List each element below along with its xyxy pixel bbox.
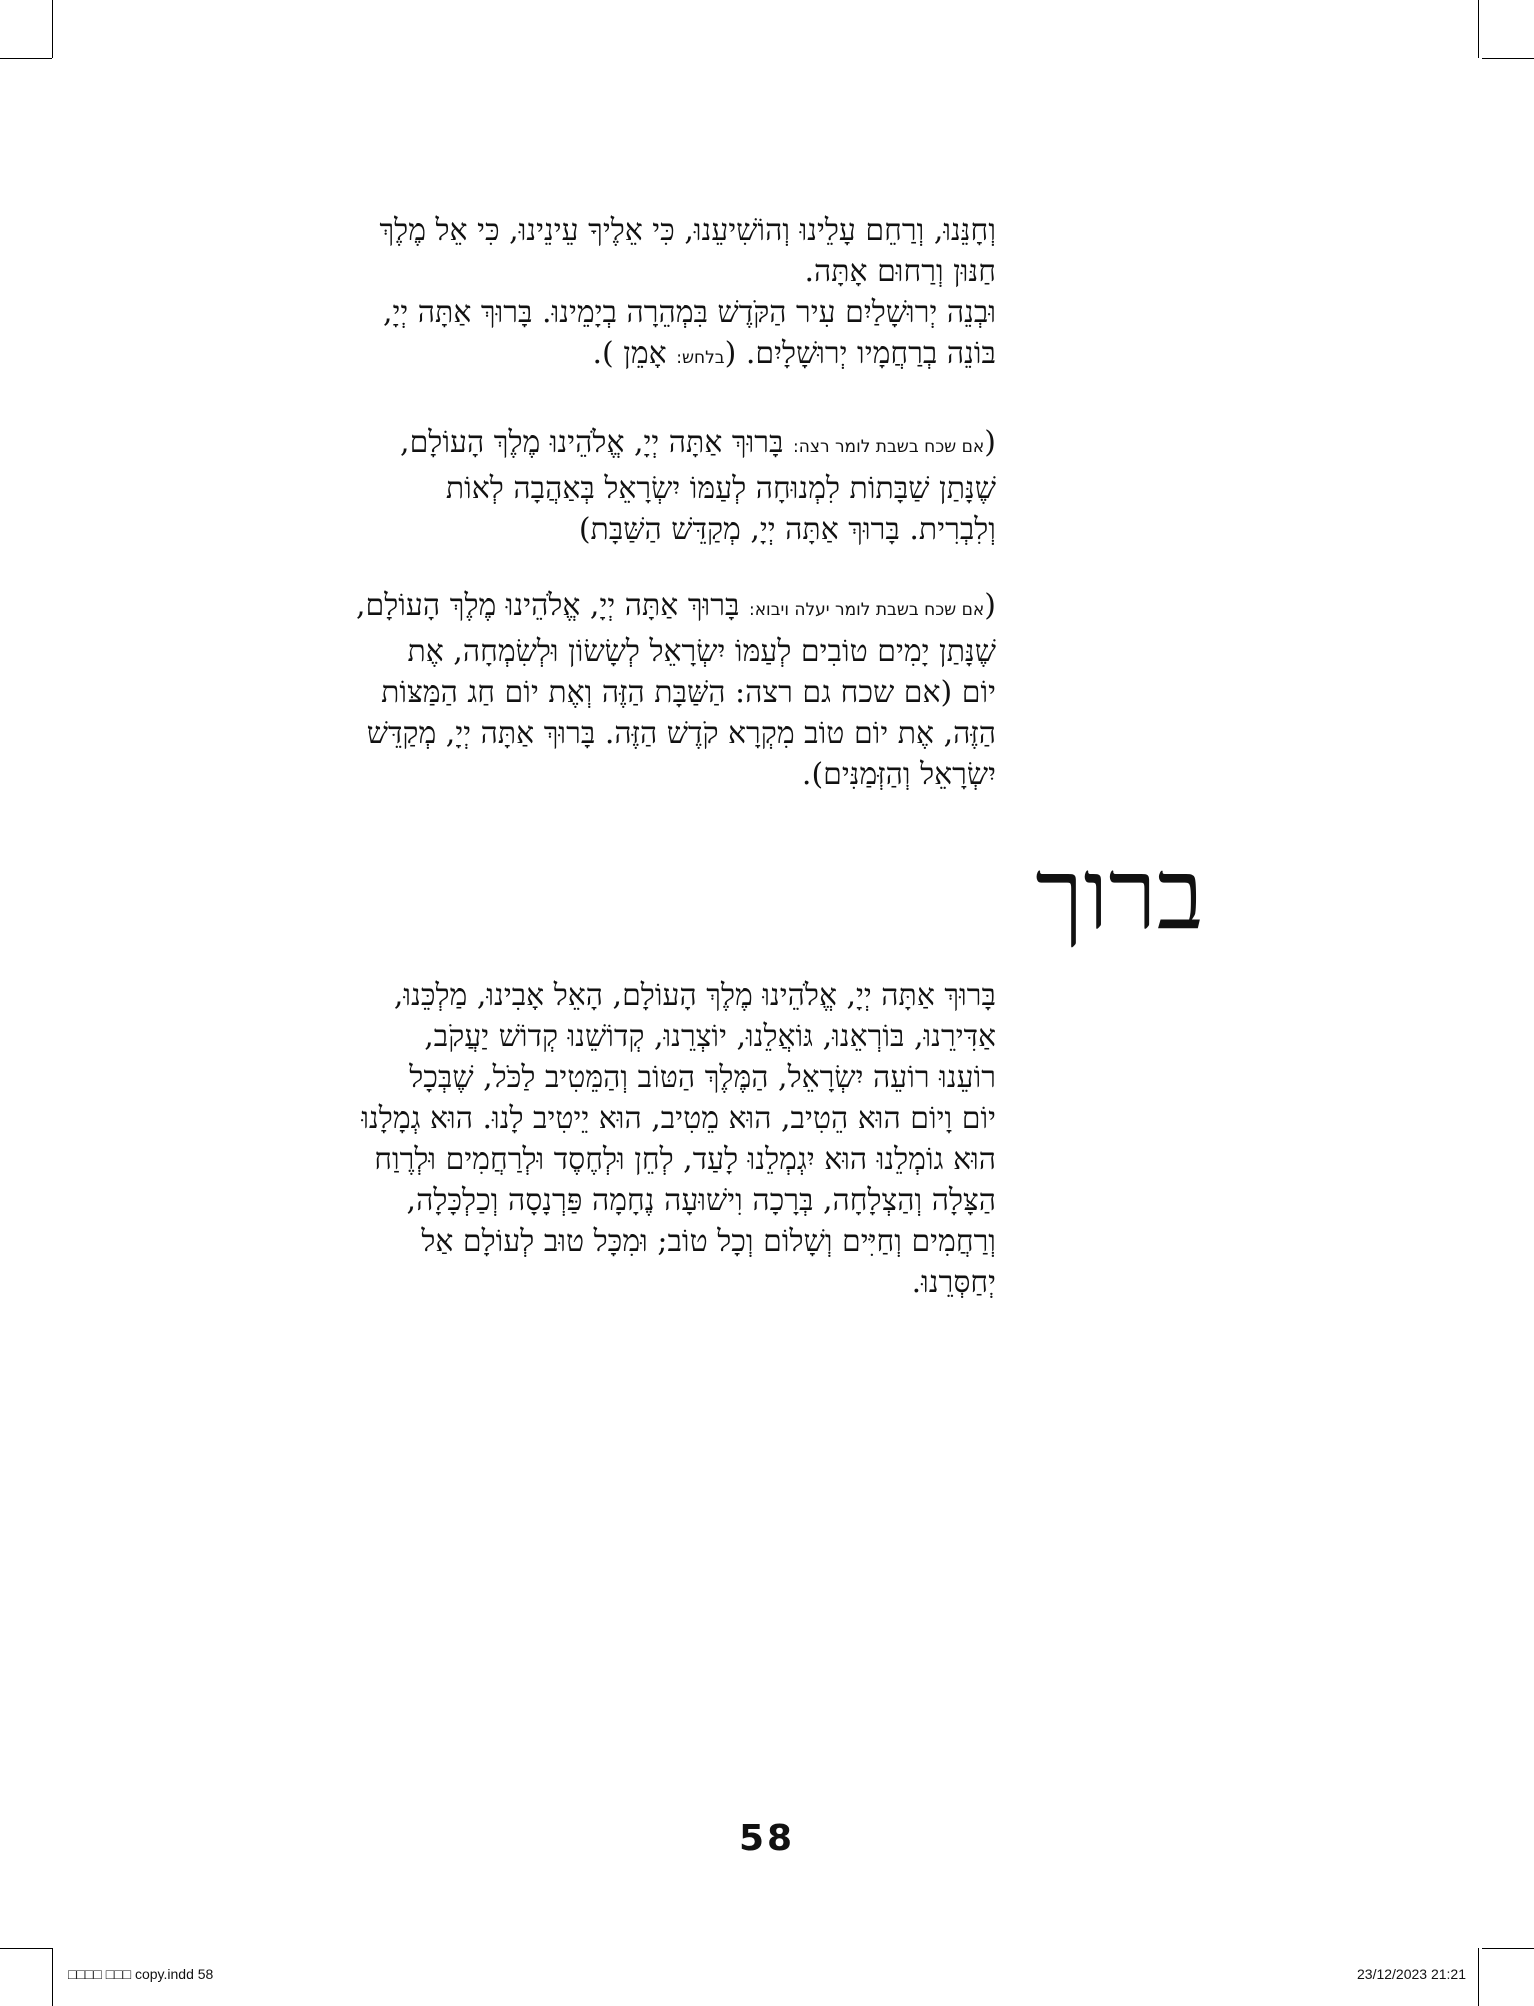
text-line: יִשְׂרָאֵל וְהַזְּמַנִּים). bbox=[801, 757, 996, 792]
crop-mark-top-right-horizontal bbox=[1482, 58, 1534, 59]
text-line: הַזֶּה, אֶת יוֹם טוֹב מִקְרָא קֹדֶשׁ הַזֶּה. בָּרוּךְ אַתָּה יְיָ, מְקַדֵּשׁ bbox=[366, 716, 996, 751]
crop-mark-top-right bbox=[1478, 0, 1479, 58]
crop-mark-top-left bbox=[52, 0, 53, 58]
text-line: יוֹם (אם שכח גם רצה: הַשַּׁבָּת הַזֶּה וְאֶת יוֹם חַג הַמַּצּוֹת bbox=[381, 675, 996, 710]
text-fragment: אָמֵן ). bbox=[592, 336, 677, 371]
text-fragment: בָּרוּךְ אַתָּה יְיָ, אֱלֹהֵינוּ מֶלֶךְ הָעוֹלָם, bbox=[400, 425, 794, 460]
text-line: רוֹעֵנוּ רוֹעֵה יִשְׂרָאֵל, הַמֶּלֶךְ הַטּוֹב וְהַמֵּטִיב לַכֹּל, שֶׁבְּכָל bbox=[409, 1060, 996, 1095]
text-line: וְרַחֲמִים וְחַיִּים וְשָׁלוֹם וְכָל טוֹב; וּמִכָּל טוּב לְעוֹלָם אַל bbox=[421, 1224, 996, 1259]
footer-timestamp: 23/12/2023 21:21 bbox=[1357, 1966, 1466, 1982]
text-line: וְחָנֵּנוּ, וְרַחֵם עָלֵינוּ וְהוֹשִׁיעֵנוּ, כִּי אֵלֶיךָ עֵינֵינוּ, כִּי אֵל מֶלֶךְ bbox=[379, 213, 996, 248]
instruction-note: אם שכח בשבת לומר רצה: bbox=[793, 437, 985, 457]
crop-mark-top-left-horizontal bbox=[0, 58, 52, 59]
page-number: 58 bbox=[738, 1818, 796, 1859]
text-line: הַצָּלָה וְהַצְלָחָה, בְּרָכָה וִישׁוּעָה נֶחָמָה פַּרְנָסָה וְכַלְכָּלָה, bbox=[406, 1183, 996, 1218]
text-line: הוּא גוֹמְלֵנוּ הוּא יִגְמְלֵנוּ לָעַד, לְחֵן וּלְחֶסֶד וּלְרַחֲמִים וּלְרֶוַח bbox=[374, 1142, 996, 1177]
prayer-section-yaaleh-veyavo-insert bbox=[216, 585, 996, 795]
section-heading: ברוך bbox=[1035, 838, 1204, 952]
text-line: וּבְנֵה יְרוּשָׁלַיִם עִיר הַקֹּדֶשׁ בִּמְהֵרָה בְיָמֵינוּ. בָּרוּךְ אַתָּה יְיָ, bbox=[383, 295, 996, 330]
prayer-section-retzei-insert bbox=[216, 422, 996, 550]
text-line: וְלִבְרִית. בָּרוּךְ אַתָּה יְיָ, מְקַדֵּשׁ הַשַּׁבָּת) bbox=[578, 512, 996, 547]
text-fragment: בּוֹנֵה בְרַחֲמָיו יְרוּשָׁלָיִם. ( bbox=[724, 336, 996, 371]
text-line bbox=[216, 333, 996, 379]
text-line: חַנּוּן וְרַחוּם אָתָּה. bbox=[804, 254, 996, 289]
instruction-note: אם שכח בשבת לומר יעלה ויבוא: bbox=[748, 600, 985, 620]
text-fragment: בָּרוּךְ אַתָּה יְיָ, אֱלֹהֵינוּ מֶלֶךְ הָעוֹלָם, bbox=[355, 588, 749, 623]
crop-mark-bottom-right bbox=[1478, 1948, 1479, 2006]
text-line: שֶׁנָּתַן יָמִים טוֹבִים לְעַמּוֹ יִשְׂרָאֵל לְשָׂשׂוֹן וּלְשִׂמְחָה, אֶת bbox=[407, 634, 996, 669]
text-line: (אם שכח בשבת לומר יעלה ויבוא: בָּרוּךְ אַתָּה יְיָ, אֱלֹהֵינוּ מֶלֶךְ הָעוֹלָם, bbox=[355, 588, 996, 623]
text-line: יוֹם וָיוֹם הוּא הֵטִיב, הוּא מֵטִיב, הוּא יֵיטִיב לָנוּ. הוּא גְמָלָנוּ bbox=[361, 1101, 996, 1136]
instruction-note: בלחש: bbox=[676, 348, 725, 368]
crop-mark-bottom-left-horizontal bbox=[0, 1948, 52, 1949]
footer-file-info: □□□□ □□□ copy.indd 58 bbox=[68, 1966, 214, 1982]
crop-mark-bottom-left bbox=[52, 1948, 53, 2006]
prayer-section-rebuild-jerusalem bbox=[216, 210, 996, 379]
text-line: (אם שכח בשבת לומר רצה: בָּרוּךְ אַתָּה יְיָ, אֱלֹהֵינוּ מֶלֶךְ הָעוֹלָם, bbox=[400, 425, 996, 460]
text-line: שֶׁנָּתַן שַׁבָּתוֹת לִמְנוּחָה לְעַמּוֹ יִשְׂרָאֵל בְּאַהֲבָה לְאוֹת bbox=[445, 471, 996, 506]
text-line: בָּרוּךְ אַתָּה יְיָ, אֱלֹהֵינוּ מֶלֶךְ הָעוֹלָם, הָאֵל אָבִינוּ, מַלְכֵּנוּ, bbox=[393, 978, 996, 1013]
prayer-section-hatov-vehameitiv bbox=[216, 975, 996, 1303]
text-line: יְחַסְּרֵנוּ. bbox=[911, 1265, 996, 1300]
crop-mark-bottom-right-horizontal bbox=[1482, 1948, 1534, 1949]
text-line: אַדִּירֵנוּ, בּוֹרְאֵנוּ, גּוֹאֲלֵנוּ, יוֹצְרֵנוּ, קְדוֹשֵׁנוּ קְדוֹשׁ יַעֲקֹב, bbox=[424, 1019, 996, 1054]
